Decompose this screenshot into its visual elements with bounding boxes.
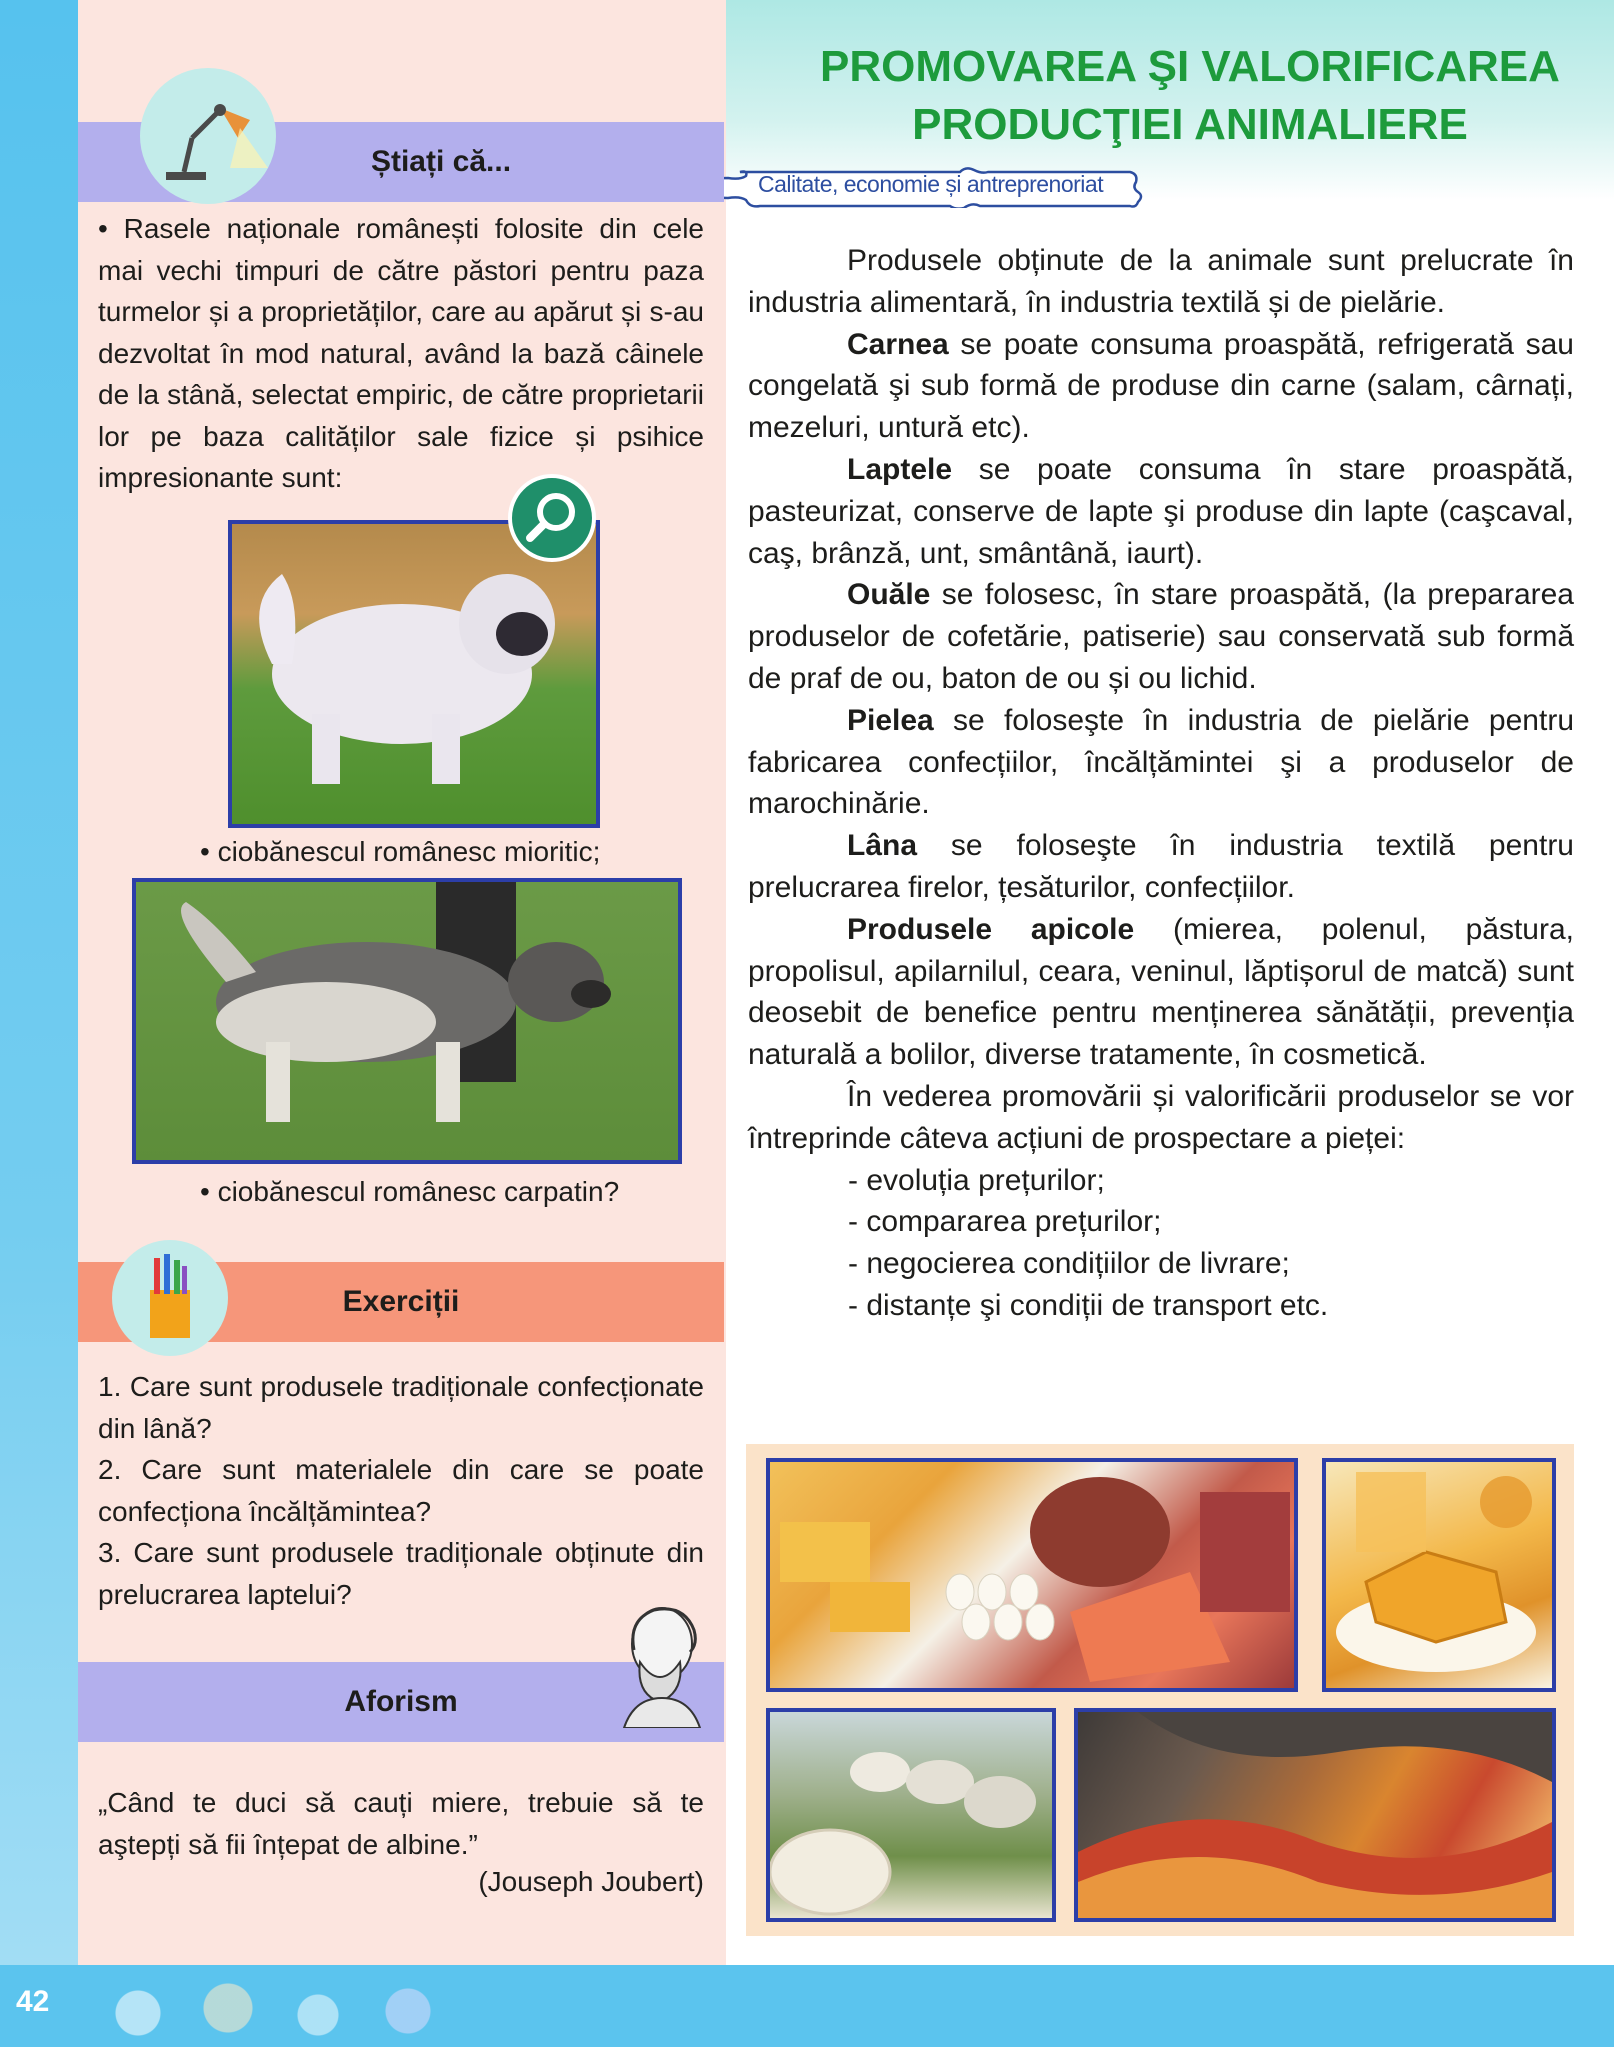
article-term: Pielea <box>847 703 934 737</box>
promo-item: - compararea prețurilor; <box>848 1205 1162 1239</box>
topic-tag-text: Calitate, economie și antreprenoriat <box>758 171 1104 197</box>
exercise-item: 2. Care sunt materialele din care se poate confecționa încălțămintea? <box>98 1454 704 1527</box>
article-paragraph-text: se poate consuma în stare proaspătă, pasteurizat, conserve de lapte şi produse din lapte (caşcaval, caş, brânză, unt, smântână, iaurt). <box>748 452 1574 570</box>
article-paragraph <box>748 324 1574 449</box>
photo-honey <box>1322 1458 1556 1692</box>
article-paragraph <box>748 574 1574 699</box>
article-term: Carnea <box>847 327 949 361</box>
article-paragraph-text: se folosesc, în stare proaspătă, (la prepararea produselor de cofetărie, patiserie) sau conservată sub formă de praf de ou, baton de ou și ou lichid. <box>748 578 1574 695</box>
article-term: Ouăle <box>847 578 931 612</box>
caption-mioritic: • ciobănescul românesc mioritic; <box>200 836 601 867</box>
lamp-icon <box>140 68 276 204</box>
article-term: Produsele apicole <box>847 912 1135 946</box>
page-number: 42 <box>16 1985 50 2018</box>
promo-item: - evoluția prețurilor; <box>848 1163 1105 1197</box>
exercitii-title: Exerciții <box>342 1285 460 1318</box>
article-paragraph-text: se poate consuma proaspătă, refrigerată sau congelată şi sub formă de produse din carne (salam, cârnați, mezeluri, untură etc). <box>748 327 1574 445</box>
article-paragraph-text: (mierea, polenul, păstura, propolisul, apilarnilul, ceara, veninul, lăptișorul de matcă) sunt deosebit de benefice pentru menținerea sănătății, prevenția naturală a bolilor, diverse tratamente, în cosmetică. <box>748 912 1574 1072</box>
exercise-item: 1. Care sunt produsele tradiționale confecționate din lână? <box>98 1371 704 1444</box>
exercise-item: 3. Care sunt produsele tradiționale obținute din prelucrarea laptelui? <box>98 1537 704 1610</box>
aforism-title: Aforism <box>344 1685 458 1718</box>
article-intro: Produsele obținute de la animale sunt prelucrate în industria alimentară, în industria textilă și de pielărie. <box>748 244 1574 319</box>
article-term: Laptele <box>847 452 953 486</box>
exercise-list <box>98 1366 704 1615</box>
promo-item: - negocierea condițiilor de livrare; <box>848 1247 1290 1281</box>
products-collage <box>746 1444 1574 1936</box>
page-title-line1: PROMOVAREA ŞI VALORIFICAREA <box>820 42 1560 91</box>
article-paragraph-text: se foloseşte în industria textilă pentru prelucrarea firelor, țesăturilor, confecțiilor. <box>748 829 1574 904</box>
footer-band <box>0 1965 1614 2047</box>
topic-tag <box>700 166 1180 208</box>
stiati-text: • Rasele naționale românești folosite din cele mai vechi timpuri de către păstori pentru paza turmelor și a proprietăților, care au apărut și s-au dezvoltat în mod natural, având la bază câinele de la stână, selectat empiric, de către proprietarii lor pe baza calităților sale fizice și psihice impresionante sunt: <box>98 213 704 493</box>
promo-list <box>748 1160 1574 1327</box>
animal-pattern-decor <box>78 1973 1614 2043</box>
article-paragraph-text: se foloseşte în industria de pielărie pentru fabricarea confecțiilor, încălțămintei şi a produselor de marochinărie. <box>748 703 1574 821</box>
aforism-author: (Jouseph Joubert) <box>478 1866 704 1897</box>
photo-mioritic-dog <box>228 520 600 828</box>
page-title-line2: PRODUCŢIEI ANIMALIERE <box>912 100 1468 149</box>
article-paragraph <box>748 909 1574 1076</box>
article-term: Lâna <box>847 829 918 863</box>
photo-animal-foods <box>766 1458 1298 1692</box>
page-title <box>790 38 1590 154</box>
stiati-title: Știați că... <box>370 145 512 178</box>
promo-item: - distanțe şi condiții de transport etc. <box>848 1288 1329 1322</box>
left-decor-strip <box>0 0 78 2047</box>
article-paragraph <box>748 449 1574 574</box>
article-paragraph <box>748 825 1574 909</box>
magnifier-icon <box>508 474 596 562</box>
caption-carpatin: • ciobănescul românesc carpatin? <box>200 1176 620 1207</box>
article-promo-intro: În vederea promovării și valorificării produselor se vor întreprinde câteva acțiuni de prospectare a pieței: <box>748 1079 1574 1155</box>
photo-wool-sheep <box>766 1708 1056 1922</box>
photo-carpatin-dog <box>132 878 682 1164</box>
philosopher-bust-icon <box>604 1600 714 1728</box>
pencil-cup-icon <box>112 1240 228 1356</box>
photo-leather <box>1074 1708 1556 1922</box>
article-body <box>748 240 1574 1327</box>
article-paragraph <box>748 700 1574 825</box>
aforism-quote: „Când te duci să cauți miere, trebuie să te aştepți să fii înțepat de albine.” <box>98 1787 704 1860</box>
